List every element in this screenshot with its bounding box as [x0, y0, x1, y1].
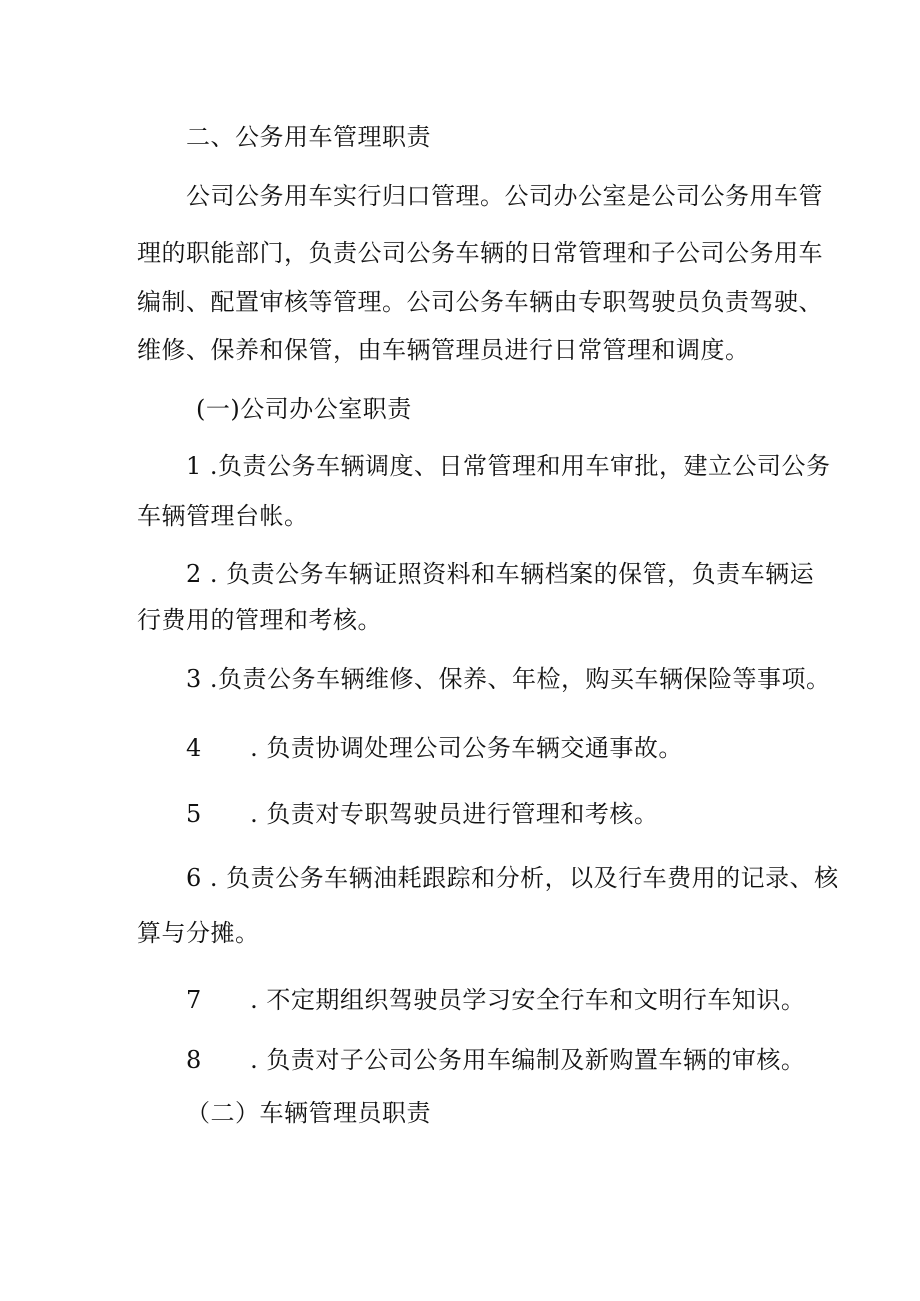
list-item-text: . 负责公务车辆油耗跟踪和分析，以及行车费用的记录、核 [209, 864, 839, 892]
list-item-text: .负责公务车辆调度、日常管理和用车审批，建立公司公务 [209, 452, 831, 480]
list-item-7 [186, 984, 805, 1016]
list-item-3 [186, 663, 831, 695]
intro-line-4: 维修、保养和保管，由车辆管理员进行日常管理和调度。 [137, 336, 750, 364]
list-item-number: 3 [186, 665, 202, 693]
list-item-text: . 负责公务车辆证照资料和车辆档案的保管，负责车辆运 [209, 560, 815, 588]
list-item-number: 7 [186, 986, 202, 1014]
list-item-number: 6 [186, 864, 202, 892]
list-item-text: .负责公务车辆维修、保养、年检，购买车辆保险等事项。 [209, 665, 831, 693]
intro-line-2: 理的职能部门，负责公司公务车辆的日常管理和子公司公务用车 [137, 239, 823, 267]
list-item-text: . 不定期组织驾驶员学习安全行车和文明行车知识。 [250, 986, 806, 1014]
list-item-6-continued: 算与分摊。 [137, 919, 260, 947]
list-item-1 [186, 450, 831, 482]
list-item-5 [186, 798, 658, 830]
list-item-number: 1 [186, 452, 202, 480]
list-item-6 [186, 862, 839, 894]
list-item-4 [186, 732, 683, 764]
list-item-number: 8 [186, 1046, 202, 1074]
list-item-2 [186, 558, 814, 590]
list-item-number: 2 [186, 560, 202, 588]
list-item-text: . 负责协调处理公司公务车辆交通事故。 [250, 734, 683, 762]
list-item-number: 4 [186, 734, 202, 762]
intro-line-1: 公司公务用车实行归口管理。公司办公室是公司公务用车管 [186, 182, 823, 210]
list-item-8 [186, 1044, 805, 1076]
list-item-text: . 负责对专职驾驶员进行管理和考核。 [250, 800, 659, 828]
list-item-number: 5 [186, 800, 202, 828]
main-heading: 二、公务用车管理职责 [186, 123, 431, 151]
list-item-text: . 负责对子公司公务用车编制及新购置车辆的审核。 [250, 1046, 806, 1074]
section-2-title: （二）车辆管理员职责 [186, 1099, 431, 1127]
list-item-1-continued: 车辆管理台帐。 [137, 502, 309, 530]
intro-line-3: 编制、配置审核等管理。公司公务车辆由专职驾驶员负责驾驶、 [137, 288, 823, 316]
list-item-2-continued: 行费用的管理和考核。 [137, 606, 382, 634]
section-1-title: (一)公司办公室职责 [196, 395, 412, 423]
